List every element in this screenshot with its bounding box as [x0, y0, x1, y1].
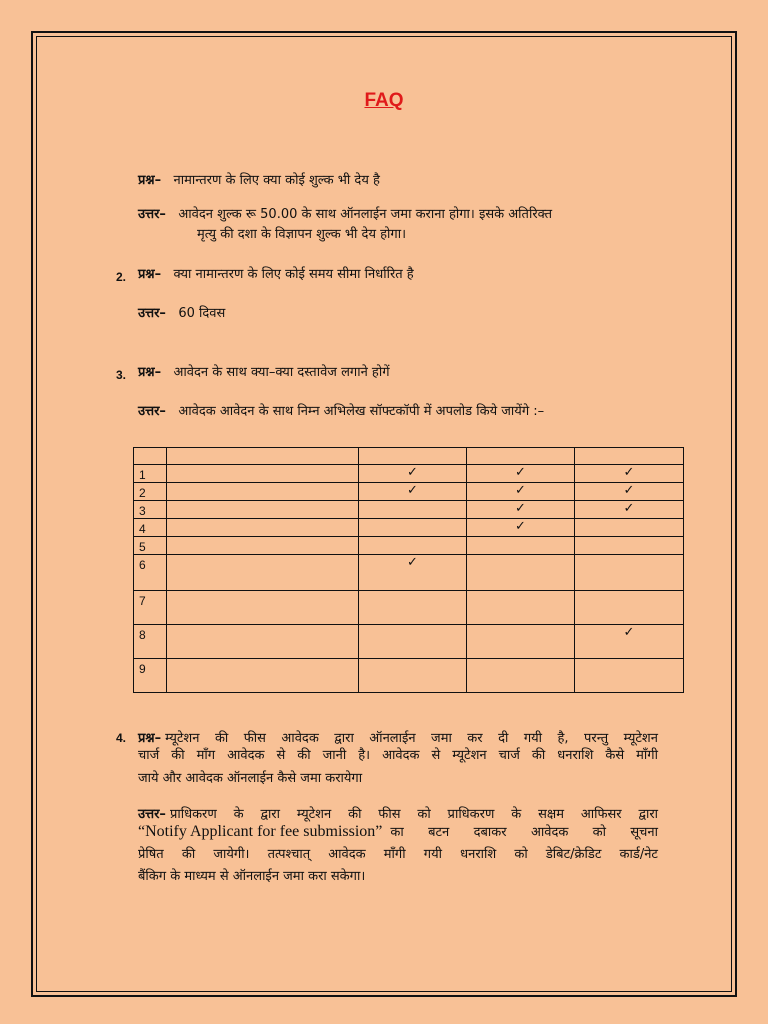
- faq-1-answer: [138, 208, 552, 221]
- document-cell: [167, 448, 359, 465]
- answer-label: उत्तर–: [138, 306, 166, 321]
- checkmark-icon: ✓: [623, 464, 635, 480]
- document-cell: [167, 658, 359, 692]
- question-text: म्यूटेशन की फीस आवेदक द्वारा ऑनलाईन जमा कर दी गयी है, परन्तु म्यूटेशन: [165, 731, 658, 746]
- check-cell: [467, 555, 575, 590]
- faq-4-answer: [138, 804, 658, 822]
- document-cell: [167, 501, 359, 519]
- check-cell: [467, 448, 575, 465]
- serial-number-cell: 5: [134, 537, 167, 555]
- question-label: प्रश्न–: [138, 365, 162, 380]
- check-cell: [359, 465, 467, 483]
- button-name-quote: “Notify Applicant for fee submission”: [138, 823, 383, 840]
- answer-text: आवेदक आवेदन के साथ निम्न अभिलेख सॉफ्टकॉपी में अपलोड किये जायेंगे :–: [178, 404, 545, 419]
- check-cell: [575, 624, 684, 658]
- table-row: [134, 483, 684, 501]
- check-cell: [575, 590, 684, 624]
- document-cell: [167, 590, 359, 624]
- faq-1-answer-cont: मृत्यु की दशा के विज्ञापन शुल्क भी देय होगा।: [197, 227, 407, 242]
- faq-4-answer-cont-1: [138, 824, 658, 840]
- check-cell: [359, 448, 467, 465]
- check-cell: [467, 465, 575, 483]
- faq-3-question: [138, 366, 390, 379]
- check-cell: [359, 537, 467, 555]
- question-label: प्रश्न–: [138, 173, 162, 188]
- document-cell: [167, 537, 359, 555]
- answer-label: उत्तर–: [138, 404, 166, 419]
- document-cell: [167, 483, 359, 501]
- check-cell: [575, 519, 684, 537]
- faq-1-question: [138, 174, 380, 187]
- table-row: [134, 555, 684, 590]
- check-cell: [575, 501, 684, 519]
- answer-text: आवेदन शुल्क रू 50.00 के साथ ऑनलाईन जमा कराना होगा। इसके अतिरिक्त: [178, 207, 553, 222]
- check-cell: [467, 590, 575, 624]
- check-cell: [575, 555, 684, 590]
- faq-2-question: [138, 268, 414, 281]
- check-cell: [467, 658, 575, 692]
- check-cell: [467, 483, 575, 501]
- table-row: [134, 501, 684, 519]
- checkmark-icon: ✓: [623, 623, 635, 639]
- check-cell: [359, 519, 467, 537]
- check-cell: [467, 519, 575, 537]
- serial-number-cell: 2: [134, 483, 167, 501]
- checkmark-icon: ✓: [515, 518, 526, 534]
- question-text: क्या नामान्तरण के लिए कोई समय सीमा निर्धारित है: [173, 267, 414, 282]
- table-row: [134, 658, 684, 692]
- checkmark-icon: ✓: [623, 482, 635, 498]
- check-cell: [467, 501, 575, 519]
- table-row: [134, 624, 684, 658]
- serial-number-cell: 9: [134, 658, 167, 692]
- serial-number-cell: [134, 448, 167, 465]
- check-cell: [575, 465, 684, 483]
- document-cell: [167, 465, 359, 483]
- faq-4-question-cont-2: जाये और आवेदक ऑनलाईन कैसे जमा करायेगा: [138, 771, 363, 786]
- question-text: नामान्तरण के लिए क्या कोई शुल्क भी देय है: [173, 173, 380, 188]
- faq-4-question: [138, 728, 658, 746]
- check-cell: [467, 537, 575, 555]
- check-cell: [359, 590, 467, 624]
- faq-4-question-cont-1: चार्ज की माँग आवेदक से की जानी है। आवेदक से म्यूटेशन चार्ज की धनराशि कैसे माँगी: [138, 748, 658, 763]
- serial-number-cell: 8: [134, 624, 167, 658]
- serial-number-cell: 3: [134, 501, 167, 519]
- serial-number-cell: 1: [134, 465, 167, 483]
- check-cell: [575, 658, 684, 692]
- checkmark-icon: ✓: [515, 464, 526, 480]
- answer-text: 60 दिवस: [178, 306, 226, 321]
- check-cell: [575, 448, 684, 465]
- serial-number-cell: 6: [134, 555, 167, 590]
- document-cell: [167, 624, 359, 658]
- answer-text: प्राधिकरण के द्वारा म्यूटेशन की फीस को प्राधिकरण के सक्षम आफिसर द्वारा: [169, 807, 658, 822]
- serial-number-cell: 4: [134, 519, 167, 537]
- check-cell: [359, 555, 467, 590]
- question-text: आवेदन के साथ क्या–क्या दस्तावेज लगाने होगें: [173, 365, 390, 380]
- page-title: FAQ: [364, 90, 404, 111]
- checkmark-icon: ✓: [407, 482, 418, 498]
- checkmark-icon: ✓: [515, 500, 526, 516]
- documents-table: [133, 447, 684, 693]
- faq-3-answer: [138, 405, 544, 418]
- checkmark-icon: ✓: [407, 554, 418, 570]
- faq-2-answer: [138, 307, 225, 320]
- table-row: [134, 519, 684, 537]
- checkmark-icon: ✓: [623, 500, 635, 516]
- faq-4-answer-cont-3: बैंकिग के माध्यम से ऑनलाईन जमा करा सकेगा।: [138, 869, 366, 884]
- faq-4-answer-cont-2: प्रेषित की जायेगी। तत्पश्चात् आवेदक माँगी गयी धनराशि को डेबिट/क्रेडिट कार्ड/नेट: [138, 847, 658, 862]
- check-cell: [575, 537, 684, 555]
- checkmark-icon: ✓: [515, 482, 526, 498]
- check-cell: [359, 483, 467, 501]
- answer-label: उत्तर–: [138, 207, 166, 222]
- check-cell: [359, 624, 467, 658]
- checkmark-icon: ✓: [407, 464, 418, 480]
- check-cell: [359, 658, 467, 692]
- check-cell: [575, 483, 684, 501]
- answer-text: का बटन दबाकर आवेदक को सूचना: [390, 825, 658, 840]
- check-cell: [467, 624, 575, 658]
- document-cell: [167, 555, 359, 590]
- table-row: [134, 590, 684, 624]
- serial-number-cell: 7: [134, 590, 167, 624]
- faq-3-number: 3.: [116, 368, 127, 382]
- table-row: [134, 537, 684, 555]
- document-cell: [167, 519, 359, 537]
- question-label: प्रश्न–: [138, 731, 162, 746]
- check-cell: [359, 501, 467, 519]
- faq-4-number: 4.: [116, 731, 127, 745]
- table-row: [134, 448, 684, 465]
- table-row: [134, 465, 684, 483]
- faq-2-number: 2.: [116, 270, 127, 284]
- question-label: प्रश्न–: [138, 267, 162, 282]
- answer-label: उत्तर–: [138, 807, 166, 822]
